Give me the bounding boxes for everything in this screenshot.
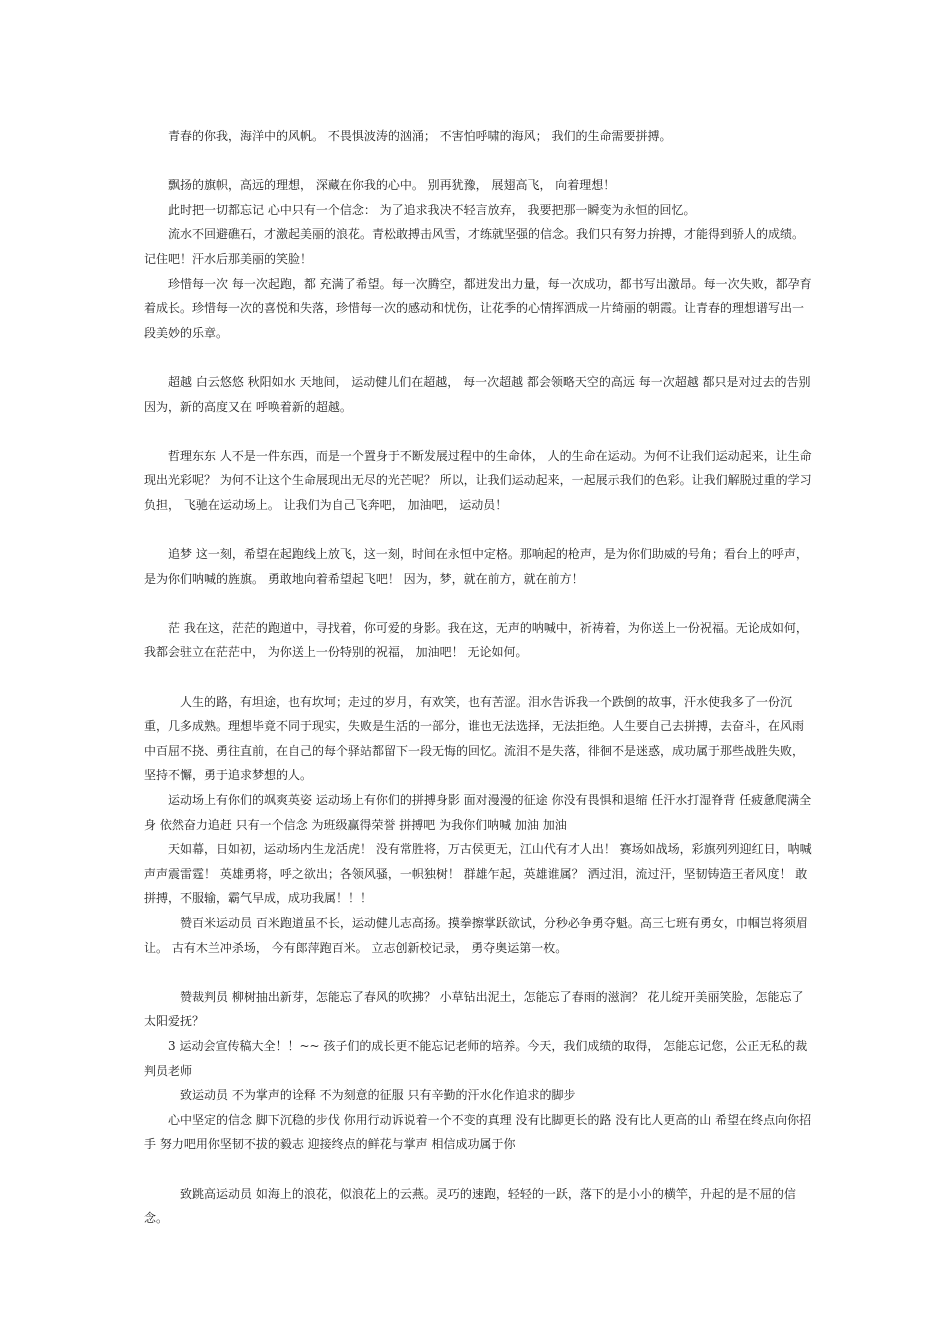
paragraph: 人生的路，有坦途，也有坎坷；走过的岁月，有欢笑，也有苦涩。泪水告诉我一个跌倒的故事，汗水使我多了一份沉重，几多成熟。理想毕竟不同于现实，失败是生活的一部分，谁也无法选择，无法拒绝。人生要自己去拼搏，去奋斗，在风雨中百屈不挠、勇往直前，在自己的每个驿站都留下一段无悔的回忆。流泪不是失落，徘徊不是迷惑，成功属于那些战胜失败，坚持不懈，勇于追求梦想的人。 [144, 694, 805, 783]
paragraph: 此时把一切都忘记 心中只有一个信念： 为了追求我决不轻言放弃， 我要把那一瞬变为永恒的回忆。 [168, 202, 696, 217]
paragraph: 赞裁判员 柳树抽出新芽，怎能忘了春风的吹拂？ 小草钻出泥土，怎能忘了春雨的滋润？ 花儿绽开美丽笑脸，怎能忘了太阳爱抚？ [144, 989, 804, 1029]
paragraph: 致运动员 不为掌声的诠释 不为刻意的征服 只有辛勤的汗水化作追求的脚步 [180, 1088, 576, 1103]
paragraph-gap [144, 419, 814, 444]
paragraph: 天如幕，日如初，运动场内生龙活虎！ 没有常胜将，万古侯更无，江山代有才人出！ 赛场如战场，彩旗列列迎红日，呐喊声声震雷霆！ 英雄勇将，呼之欲出；各领风骚，一帜独树！ 群雄乍起，英雄谁属？ 洒过泪，流过汗，坚韧铸造王者风度！ 敢拼搏，不服输，霸气早成，成功我属！！！ [144, 842, 812, 906]
paragraph: 哲理东东 人不是一件东西，而是一个置身于不断发展过程中的生命体， 人的生命在运动。为何不让我们运动起来，让生命现出光彩呢？ 为何不让这个生命展现出无尽的光芒呢？ 所以，让我们运动起来，一起展示我们的色彩。让我们解脱过重的学习负担， 飞驰在运动场上。 让我们为自己飞奔吧， 加油吧， 运动员！ [144, 448, 812, 512]
paragraph-gap [144, 518, 814, 543]
paragraph: 超越 白云悠悠 秋阳如水 天地间， 运动健儿们在超越， 每一次超越 都会领略天空的高远 每一次超越 都只是对过去的告别 因为，新的高度又在 呼唤着新的超越。 [144, 374, 811, 414]
paragraph: 3 运动会宣传稿大全！！~~ 孩子们的成长更不能忘记老师的培养。今天，我们成绩的取得， 怎能忘记您，公正无私的裁判员老师 [144, 1038, 808, 1078]
paragraph-gap [144, 665, 814, 690]
paragraph: 珍惜每一次 每一次起跑，都 充满了希望。每一次腾空，都迸发出力量，每一次成功，都书写出激昂。每一次失败，都孕育着成长。珍惜每一次的喜悦和失落，珍惜每一次的感动和忧伤，让花季的心情挥洒成一片绮丽的朝霞。让青春的理想谱写出一段美妙的乐章。 [144, 276, 812, 340]
paragraph: 流水不回避礁石，才激起美丽的浪花。青松敢搏击风雪，才练就坚强的信念。我们只有努力拚搏，才能得到骄人的成绩。记住吧！汗水后那美丽的笑脸！ [144, 227, 805, 266]
paragraph-gap [144, 1157, 814, 1182]
document-body [144, 124, 814, 1231]
paragraph-gap [144, 149, 814, 174]
paragraph: 飘扬的旗帜，高远的理想， 深藏在你我的心中。 别再犹豫， 展翅高飞， 向着理想！ [168, 178, 616, 193]
paragraph: 追梦 这一刻，希望在起跑线上放飞，这一刻，时间在永恒中定格。那响起的枪声，是为你们助威的号角；看台上的呼声，是为你们呐喊的旌旗。 勇敢地向着希望起飞吧！ 因为，梦，就在前方，就在前方！ [144, 547, 808, 586]
paragraph-gap [144, 960, 814, 985]
paragraph: 心中坚定的信念 脚下沉稳的步伐 你用行动诉说着一个不变的真理 没有比脚更长的路 没有比人更高的山 希望在终点向你招手 努力吧用你坚韧不拔的毅志 迎接终点的鲜花与掌声 相信成功属于你 [144, 1112, 812, 1152]
paragraph: 青春的你我，海洋中的风帆。 不畏惧波涛的汹涌； 不害怕呼啸的海风； 我们的生命需要拼搏。 [168, 129, 672, 143]
paragraph-gap [144, 591, 814, 616]
paragraph: 致跳高运动员 如海上的浪花，似浪花上的云燕。灵巧的速跑，轻轻的一跃，落下的是小小的横竿，升起的是不屈的信念。 [144, 1186, 796, 1226]
paragraph: 运动场上有你们的飒爽英姿 运动场上有你们的拼搏身影 面对漫漫的征途 你没有畏惧和退缩 任汗水打湿脊背 任疲惫爬满全身 依然奋力追赶 只有一个信念 为班级赢得荣誉 拼搏吧 为我你们呐喊 加油 加油 [144, 793, 812, 832]
paragraph: 茫 我在这，茫茫的跑道中，寻找着，你可爱的身影。我在这，无声的呐喊中，祈祷着，为你送上一份祝福。无论成如何，我都会驻立在茫茫中， 为你送上一份特别的祝福， 加油吧！ 无论如何。 [144, 620, 808, 660]
paragraph: 赞百米运动员 百米跑道虽不长，运动健儿志高扬。摸拳擦掌跃欲试，分秒必争勇夺魁。高三七班有勇女，巾帼岂将须眉让。 古有木兰冲杀场， 今有郎萍跑百米。 立志创新校记录， 勇夺奥运第一枚。 [144, 916, 808, 955]
paragraph-gap [144, 345, 814, 370]
